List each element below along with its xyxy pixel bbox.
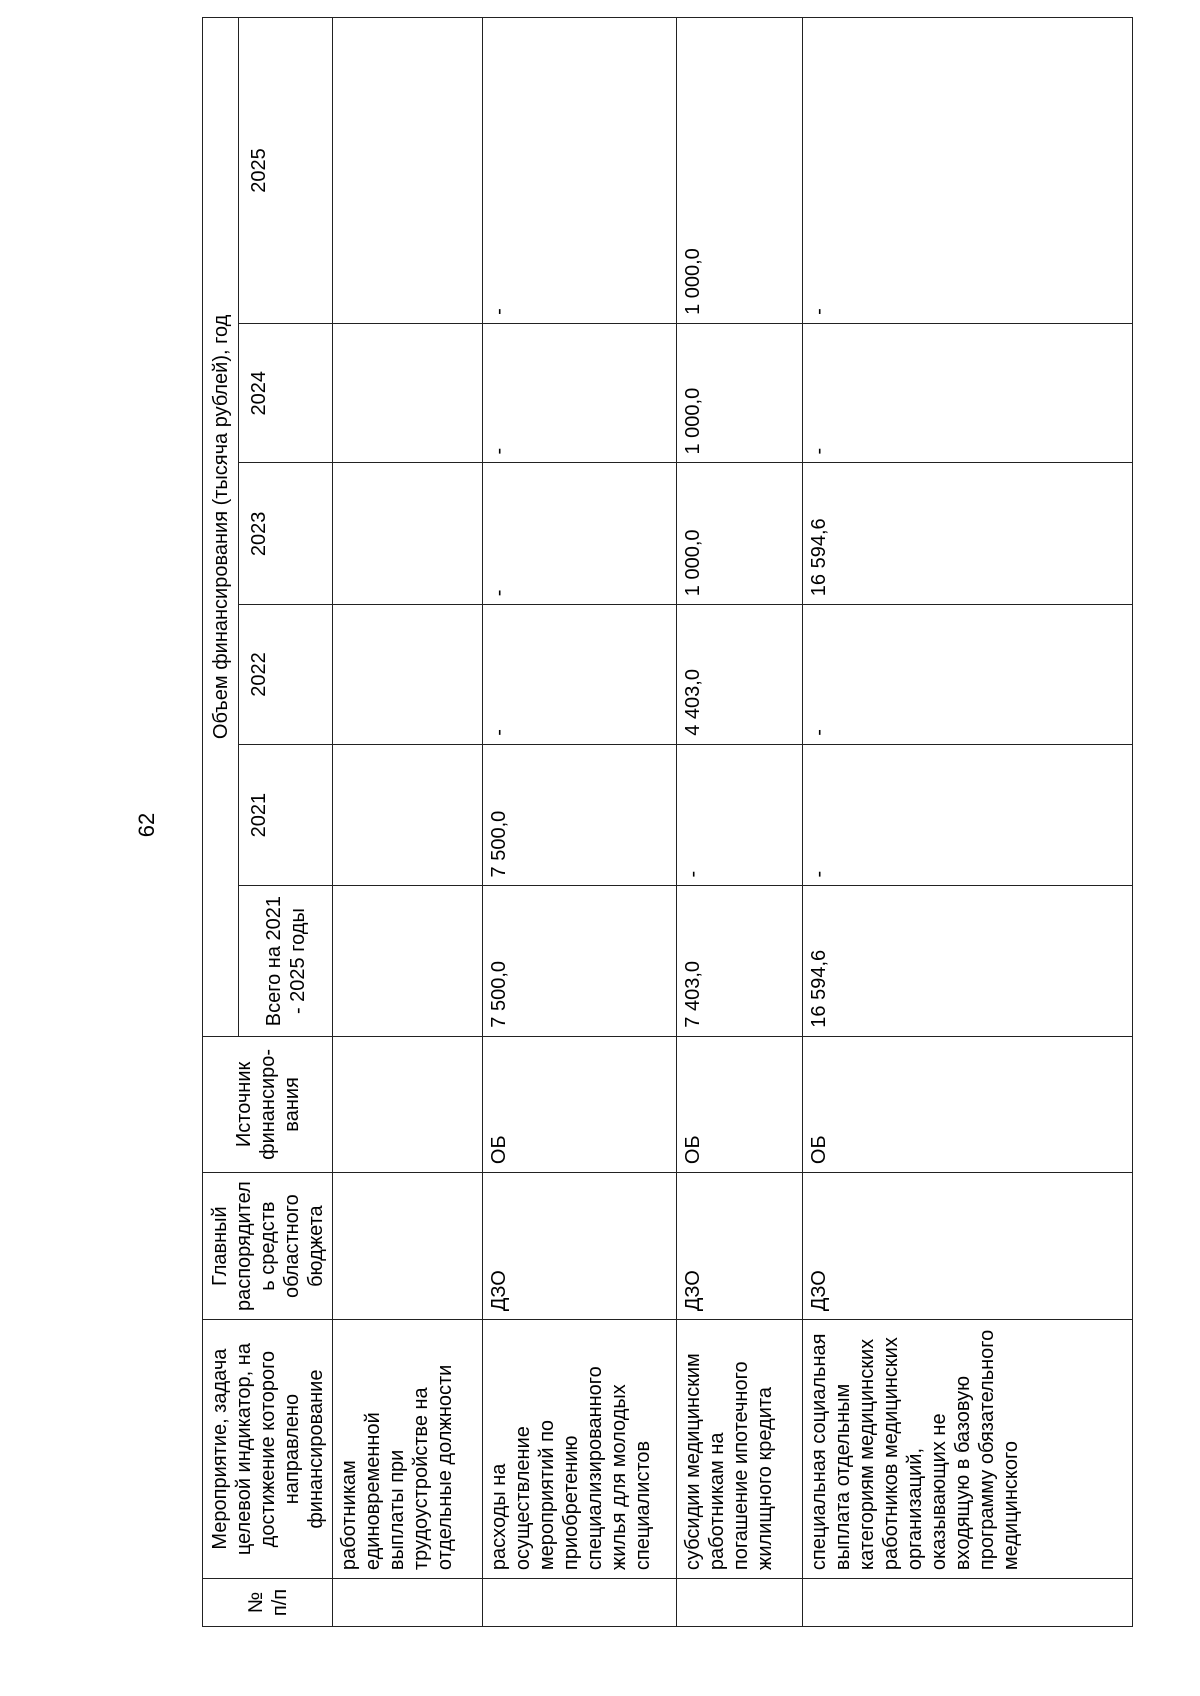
table-row — [677, 18, 803, 1627]
cell-admin: ДЗО — [483, 1173, 677, 1320]
cell-no — [677, 1579, 803, 1627]
cell-2023: - — [483, 463, 677, 605]
cell-2023: 1 000,0 — [677, 463, 803, 605]
cell-2022: - — [803, 605, 1133, 745]
cell-activity: субсидии медицинским работникам на погашение ипотечного жилищного кредита — [677, 1320, 803, 1579]
header-year-2025: 2025 — [239, 18, 333, 324]
cell-activity: расходы на осуществление мероприятий по приобретению специализированного жилья для молодых специалистов — [483, 1320, 677, 1579]
cell-activity: специальная социальная выплата отдельным категориям медицинских работников медицинских организаций, оказывающих не входящую в базовую программу обязательного медицинского — [803, 1320, 1133, 1579]
cell-source: ОБ — [483, 1036, 677, 1172]
cell-2025: - — [803, 18, 1133, 324]
cell-2024: - — [483, 323, 677, 463]
header-activity: Мероприятие, задача целевой индикатор, на достижение которого направлено финансирование — [203, 1320, 333, 1579]
table-row — [483, 18, 677, 1627]
cell-2023: 16 594,6 — [803, 463, 1133, 605]
cell-total: 16 594,6 — [803, 886, 1133, 1036]
cell-2025: - — [483, 18, 677, 324]
cell-no — [483, 1579, 677, 1627]
funding-table-rotated — [202, 17, 1132, 1627]
header-funding: Объем финансирования (тысяча рублей), год — [203, 18, 239, 1037]
header-year-2024: 2024 — [239, 323, 333, 463]
cell-2024: 1 000,0 — [677, 323, 803, 463]
cell-2023 — [333, 463, 483, 605]
cell-admin: ДЗО — [803, 1173, 1133, 1320]
cell-2022: 4 403,0 — [677, 605, 803, 745]
cell-2025: 1 000,0 — [677, 18, 803, 324]
header-no: № п/п — [203, 1579, 333, 1627]
table-row — [803, 18, 1133, 1627]
cell-2022: - — [483, 605, 677, 745]
cell-admin — [333, 1173, 483, 1320]
header-total: Всего на 2021 - 2025 годы — [239, 886, 333, 1036]
header-year-2021: 2021 — [239, 744, 333, 886]
cell-2024 — [333, 323, 483, 463]
cell-2022 — [333, 605, 483, 745]
cell-total: 7 500,0 — [483, 886, 677, 1036]
cell-2021: - — [803, 744, 1133, 886]
page-number: 62 — [134, 812, 159, 838]
header-year-2023: 2023 — [239, 463, 333, 605]
cell-no — [803, 1579, 1133, 1627]
cell-total — [333, 886, 483, 1036]
cell-total: 7 403,0 — [677, 886, 803, 1036]
cell-activity: работникам единовременной выплаты при трудоустройстве на отдельные должности — [333, 1320, 483, 1579]
cell-2021 — [333, 744, 483, 886]
table-row — [333, 18, 483, 1627]
header-year-2022: 2022 — [239, 605, 333, 745]
cell-admin: ДЗО — [677, 1173, 803, 1320]
cell-no — [333, 1579, 483, 1627]
header-source: Источник финансиро-вания — [203, 1036, 333, 1172]
header-administrator: Главный распорядитель средств областного бюджета — [203, 1173, 333, 1320]
cell-2021: 7 500,0 — [483, 744, 677, 886]
cell-source: ОБ — [803, 1036, 1133, 1172]
cell-2025 — [333, 18, 483, 324]
cell-2024: - — [803, 323, 1133, 463]
cell-source — [333, 1036, 483, 1172]
funding-table — [202, 17, 1133, 1627]
cell-source: ОБ — [677, 1036, 803, 1172]
cell-2021: - — [677, 744, 803, 886]
